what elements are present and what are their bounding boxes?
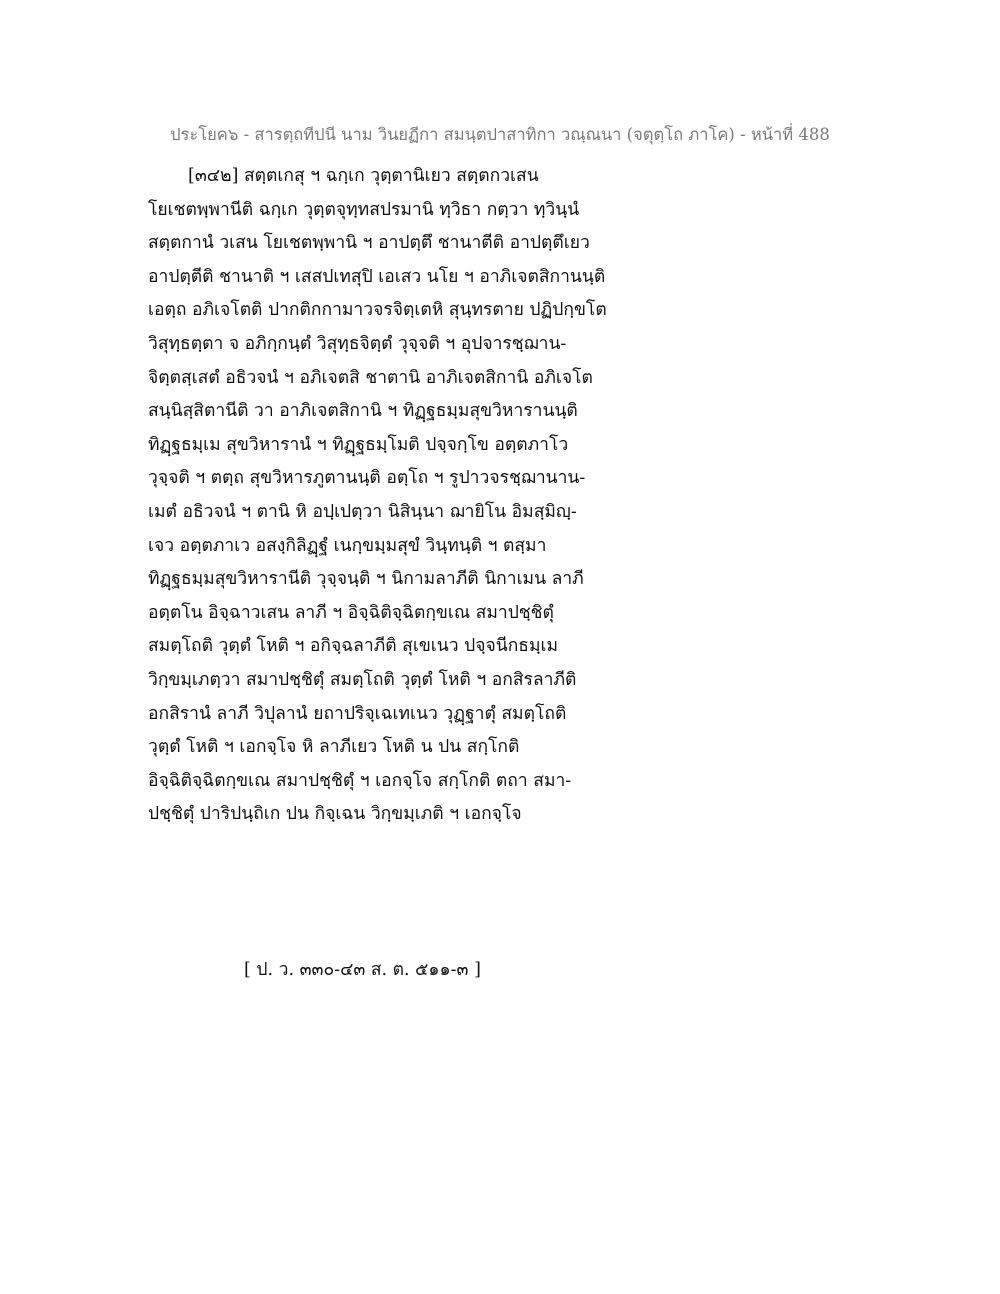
text-line: อตฺตโน อิจฺฉาวเสน ลาภี ฯ อิจฺฉิติจฺฉิตกฺขเณ สมาปชฺชิตุํ (148, 602, 554, 623)
text-line: อาปตฺตีติ ชานาติ ฯ เสสปเทสุปิ เอเสว นโย ฯ อาภิเจตสิกานนฺติ (148, 266, 606, 287)
text-line: วุตฺตํ โหติ ฯ เอกจฺโจ หิ ลาภีเยว โหติ น ปน สกฺโกติ (148, 737, 520, 758)
text-line: วิกฺขมฺเภตฺวา สมาปชฺชิตุํ สมตฺโถติ วุตฺตํ โหติ ฯ อกสิรลาภีติ (148, 669, 577, 690)
text-line: เจว อตฺตภาเว อสงฺกิลิฏฺฐํ เนกฺขมฺมสุขํ วินฺทนฺติ ฯ ตสฺมา (148, 535, 547, 556)
text-line: สนฺนิสฺสิตานีติ วา อาภิเจตสิกานิ ฯ ทิฏฺฐธมฺมสุขวิหารานนฺติ (148, 401, 578, 422)
text-line: อกสิรานํ ลาภี วิปุลานํ ยถาปริจฺเฉเทเนว วุฏฺฐาตุํ สมตฺโถติ (148, 703, 567, 724)
text-line: ทิฏฺฐธมฺมสุขวิหารานีติ วุจฺจนฺติ ฯ นิกามลาภีติ นิกาเมน ลาภี (148, 569, 584, 590)
text-line: [๓๔๒] สตฺตเกสุ ฯ ฉกฺเก วุตฺตานิเยว สตฺตกวเสน (188, 166, 539, 186)
text-line: โยเชตพฺพานีติ ฉกฺเก วุตฺตจุทฺทสปรมานิ ทฺวิธา กตฺวา ทฺวินฺนํ (148, 199, 580, 220)
text-line: วิสุทฺธตฺตา จ อภิกฺกนฺตํ วิสุทฺธจิตฺตํ วุจฺจติ ฯ อุปจารชฺฌาน- (148, 333, 567, 354)
text-line: เมตํ อธิวจนํ ฯ ตานิ หิ อปฺเปตฺวา นิสินฺนา ฌายิโน อิมสฺมิญฺ- (148, 501, 577, 522)
text-line: ปชฺชิตุํ ปาริปนฺถิเก ปน กิจฺเฉน วิกฺขมฺเภติ ฯ เอกจฺโจ (148, 804, 522, 825)
text-line: ทิฏฺฐธมฺเม สุขวิหารานํ ฯ ทิฏฺฐธมฺโมติ ปจฺจกฺโข อตฺตภาโว (148, 434, 569, 455)
running-header: ประโยค๖ - สารตฺถทีปนี นาม วินยฏีกา สมนฺตปาสาทิกา วณฺณนา (จตุตฺโถ ภาโค) - หน้าที่ 488 (170, 125, 830, 144)
text-line: สมตฺโถติ วุตฺตํ โหติ ฯ อกิจฺฉลาภีติ สุเขเนว ปจฺจนีกธมฺเม (148, 636, 559, 657)
text-line: วุจฺจติ ฯ ตตฺถ สุขวิหารภูตานนฺติ อตฺโถ ฯ รูปาวจรชฺฌานาน- (148, 468, 586, 489)
body-text (148, 160, 708, 832)
text-line: เอตฺถ อภิเจโตติ ปากติกกามาวจรจิตฺเตหิ สุนฺทรตาย ปฏิปกฺขโต (148, 300, 607, 321)
text-line: อิจฺฉิติจฺฉิตกฺขเณ สมาปชฺชิตุํ ฯ เอกจฺโจ สกฺโกติ ตถา สมา- (148, 770, 572, 791)
source-reference: [ ป. ว. ๓๓๐-๔๓ ส. ต. ๕๑๑-๓ ] (244, 960, 481, 980)
text-line: สตฺตกานํ วเสน โยเชตพฺพานิ ฯ อาปตฺตึ ชานาตีติ อาปตฺตึเยว (148, 233, 590, 254)
text-line: จิตฺตสฺเสตํ อธิวจนํ ฯ อภิเจตสิ ชาตานิ อาภิเจตสิกานิ อภิเจโต (148, 367, 593, 388)
